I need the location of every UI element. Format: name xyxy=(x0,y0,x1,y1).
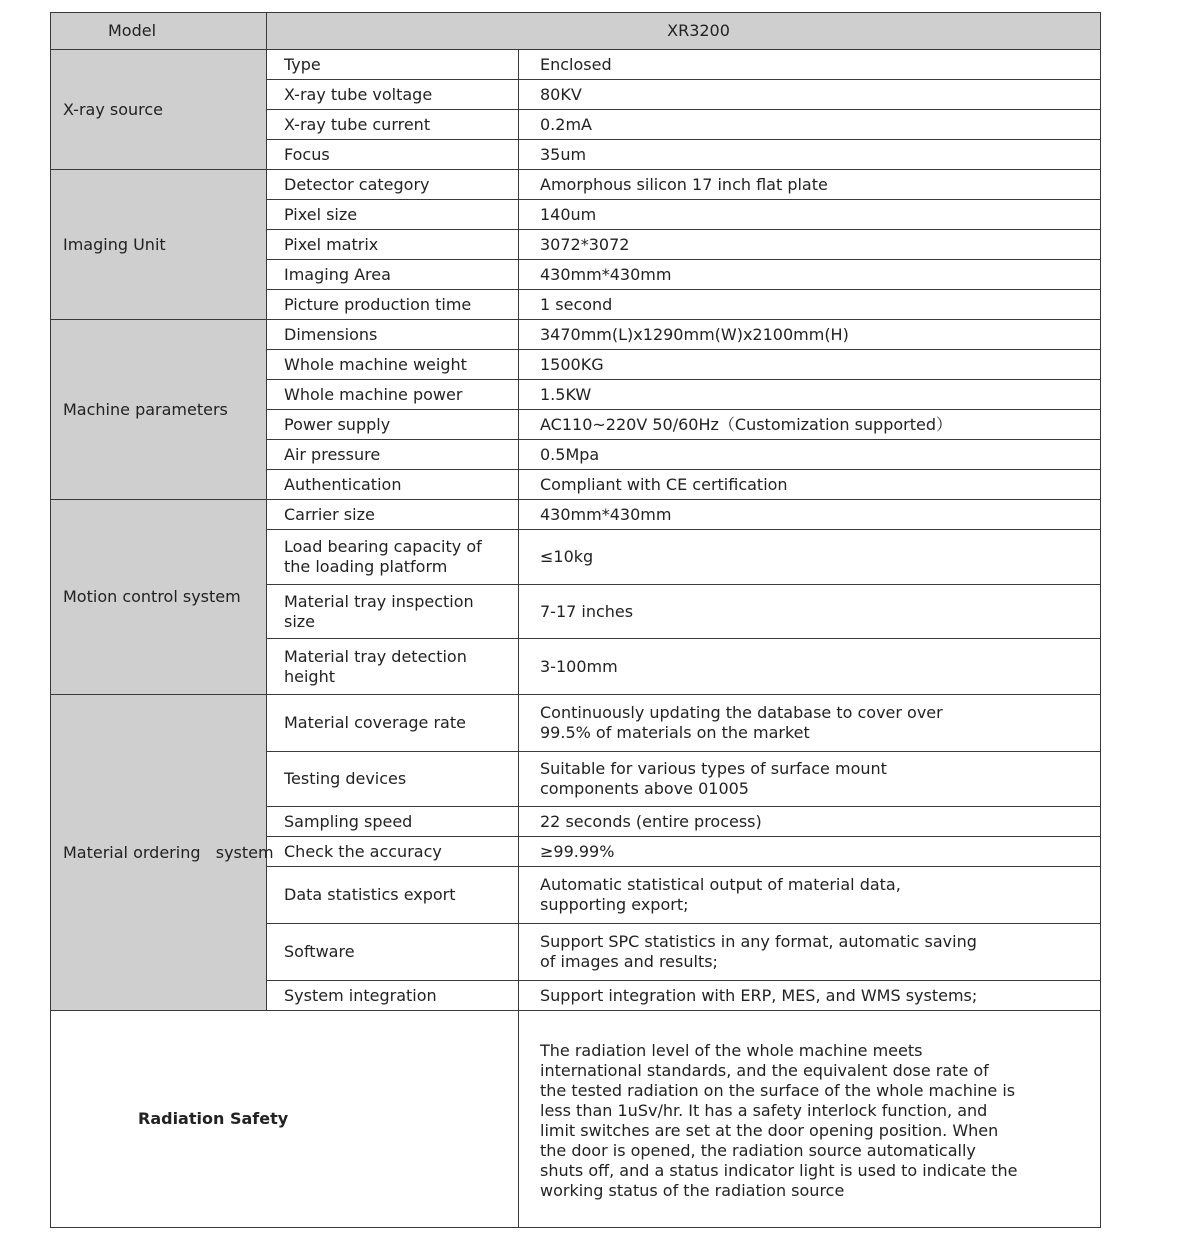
param-label: Carrier size xyxy=(267,500,519,530)
param-value: Amorphous silicon 17 inch flat plate xyxy=(519,170,1101,200)
param-label: Focus xyxy=(267,140,519,170)
param-value: 3470mm(L)x1290mm(W)x2100mm(H) xyxy=(519,320,1101,350)
param-value-text: Continuously updating the database to cover over 99.5% of materials on the market xyxy=(540,703,943,742)
param-label: Imaging Area xyxy=(267,260,519,290)
param-value xyxy=(519,752,1101,807)
radiation-row xyxy=(51,1011,1101,1228)
param-value-text: Automatic statistical output of material data, supporting export; xyxy=(540,875,901,914)
param-label: System integration xyxy=(267,981,519,1011)
category-xray-source: X-ray source xyxy=(51,50,267,170)
model-value: XR3200 xyxy=(267,13,1101,50)
radiation-safety-text: The radiation level of the whole machine meets international standards, and the equivalent dose rate of the tested radiation on the surface of the whole machine is less than 1uSv/hr. It has a safety interlock function, and limit switches are set at the door opening position. When the door is opened, the radiation source automatically shuts off, and a status indicator light is used to indicate the working status of the radiation source xyxy=(519,1011,1101,1228)
param-label-text: Material tray inspection size xyxy=(284,591,474,631)
param-value: 80KV xyxy=(519,80,1101,110)
param-label: Detector category xyxy=(267,170,519,200)
param-value: ≥99.99% xyxy=(519,837,1101,867)
param-value: 22 seconds (entire process) xyxy=(519,807,1101,837)
param-label: Pixel size xyxy=(267,200,519,230)
param-value: 1500KG xyxy=(519,350,1101,380)
param-label-text: Material tray detection height xyxy=(284,646,467,686)
param-value xyxy=(519,924,1101,981)
param-label: Power supply xyxy=(267,410,519,440)
param-label: Data statistics export xyxy=(267,867,519,924)
category-imaging-unit: Imaging Unit xyxy=(51,170,267,320)
param-label: X-ray tube voltage xyxy=(267,80,519,110)
param-value: 0.2mA xyxy=(519,110,1101,140)
param-value: 35um xyxy=(519,140,1101,170)
category-material-ordering: Material ordering system xyxy=(51,695,267,1011)
param-label: Whole machine weight xyxy=(267,350,519,380)
param-label: Dimensions xyxy=(267,320,519,350)
category-machine-parameters: Machine parameters xyxy=(51,320,267,500)
table-row xyxy=(51,695,1101,752)
param-label: Type xyxy=(267,50,519,80)
param-value: 3072*3072 xyxy=(519,230,1101,260)
param-label: Check the accuracy xyxy=(267,837,519,867)
param-label: X-ray tube current xyxy=(267,110,519,140)
param-value: 430mm*430mm xyxy=(519,260,1101,290)
param-value: 3-100mm xyxy=(519,639,1101,695)
param-label: Picture production time xyxy=(267,290,519,320)
param-label: Authentication xyxy=(267,470,519,500)
spec-table xyxy=(50,12,1101,1228)
param-value: Compliant with CE certification xyxy=(519,470,1101,500)
table-row xyxy=(51,50,1101,80)
param-value: Support integration with ERP, MES, and WMS systems; xyxy=(519,981,1101,1011)
category-motion-control: Motion control system xyxy=(51,500,267,695)
param-label: Software xyxy=(267,924,519,981)
param-value-text: Suitable for various types of surface mount components above 01005 xyxy=(540,759,887,798)
param-value: 1 second xyxy=(519,290,1101,320)
param-value: Enclosed xyxy=(519,50,1101,80)
param-value xyxy=(519,695,1101,752)
param-label xyxy=(267,530,519,585)
param-value: ≤10kg xyxy=(519,530,1101,585)
param-value: 7-17 inches xyxy=(519,585,1101,639)
param-value: 1.5KW xyxy=(519,380,1101,410)
table-row xyxy=(51,500,1101,530)
param-label: Air pressure xyxy=(267,440,519,470)
param-label: Material coverage rate xyxy=(267,695,519,752)
param-value: 430mm*430mm xyxy=(519,500,1101,530)
param-value: 140um xyxy=(519,200,1101,230)
param-label: Pixel matrix xyxy=(267,230,519,260)
param-value xyxy=(519,867,1101,924)
model-label: Model xyxy=(51,13,267,50)
param-label-text: Load bearing capacity of the loading platform xyxy=(284,537,482,576)
param-label xyxy=(267,639,519,695)
radiation-safety-label: Radiation Safety xyxy=(51,1011,519,1228)
param-value: 0.5Mpa xyxy=(519,440,1101,470)
param-label: Testing devices xyxy=(267,752,519,807)
param-value: AC110~220V 50/60Hz（Customization supported） xyxy=(519,410,1101,440)
header-row xyxy=(51,13,1101,50)
param-label: Sampling speed xyxy=(267,807,519,837)
table-row xyxy=(51,170,1101,200)
table-row xyxy=(51,320,1101,350)
param-label xyxy=(267,585,519,639)
param-value-text: Support SPC statistics in any format, automatic saving of images and results; xyxy=(540,932,977,971)
param-label: Whole machine power xyxy=(267,380,519,410)
